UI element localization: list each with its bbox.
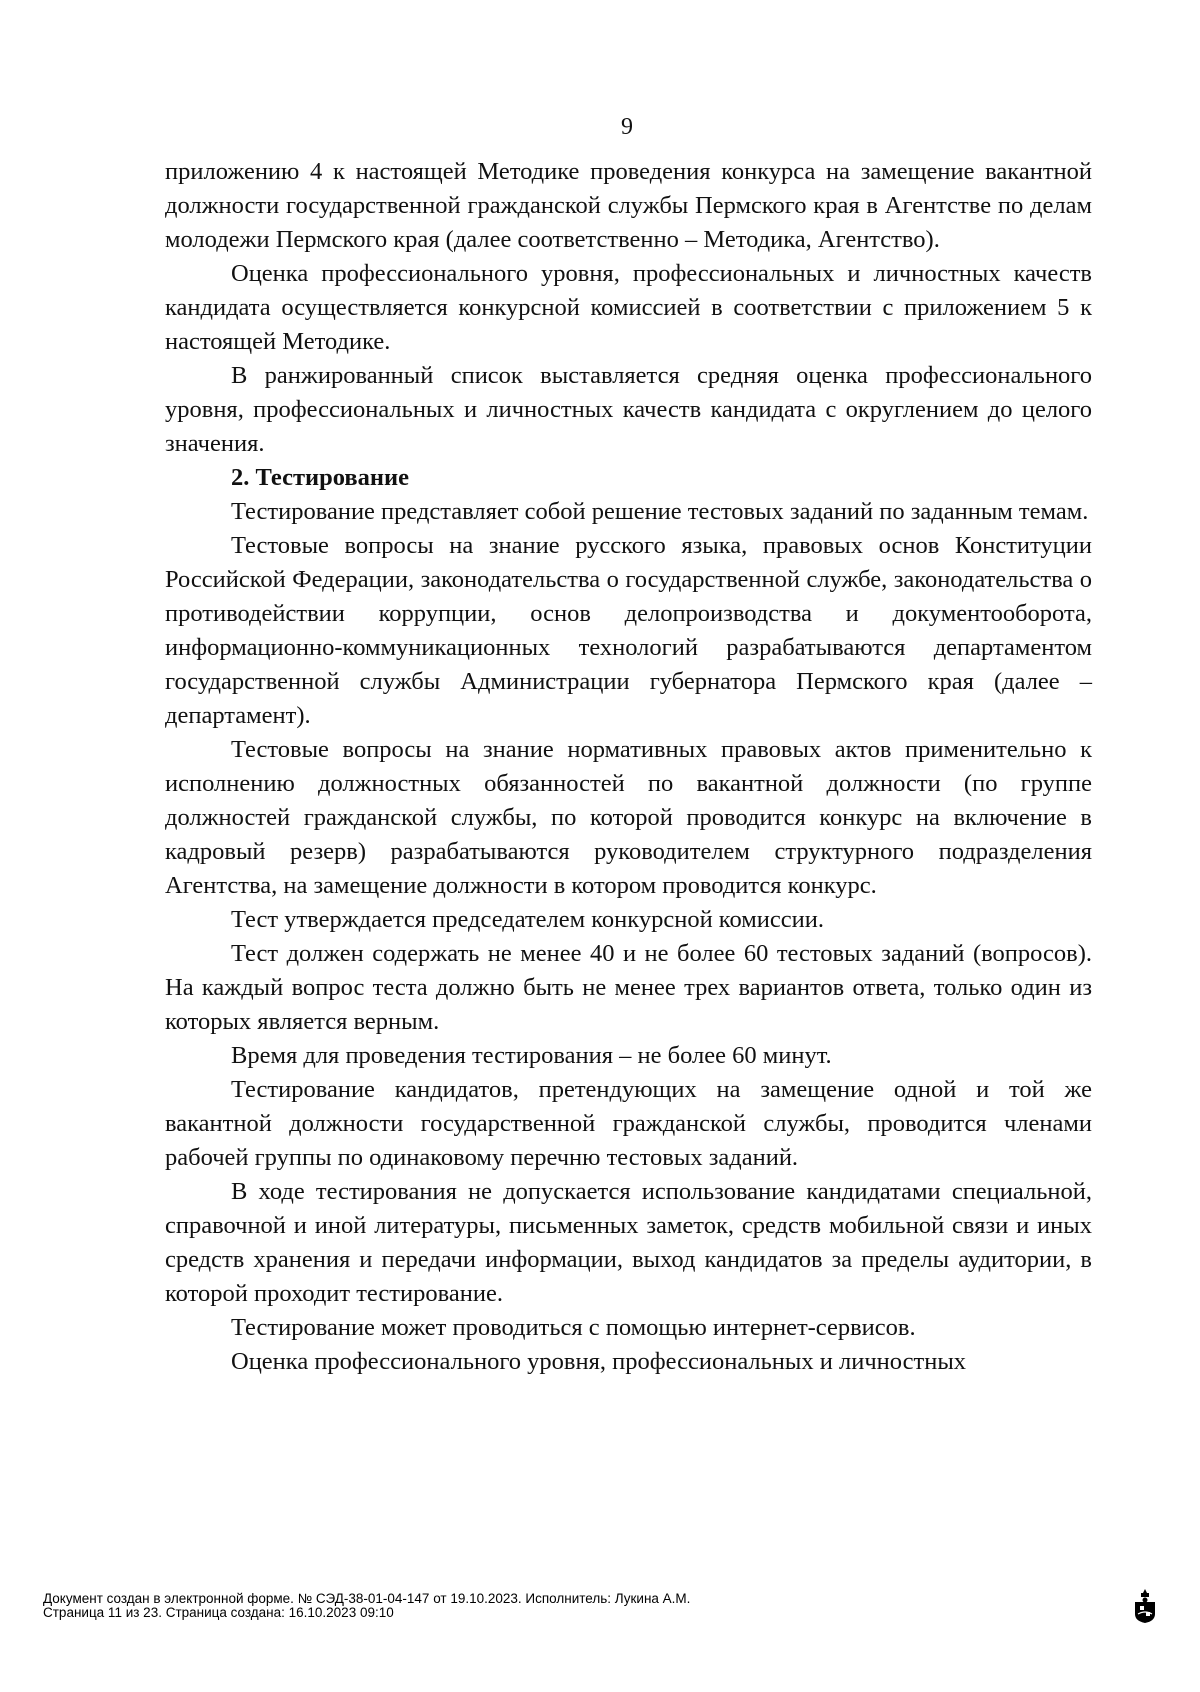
paragraph: Тест утверждается председателем конкурсной комиссии. — [231, 906, 824, 933]
paragraph: Тестирование может проводиться с помощью интернет-сервисов. — [231, 1314, 916, 1341]
paragraph: приложению 4 к настоящей Методике проведения конкурса на замещение вакантной должности государственной гражданской службы Пермского края в Агентстве по делам молодежи Пермского края (далее соответственно – Методика, Агентство). — [165, 158, 1092, 253]
footer-line: Документ создан в электронной форме. № СЭД-38-01-04-147 от 19.10.2023. Исполнитель: Лукина А.М. — [43, 1591, 691, 1606]
paragraph: Тестирование кандидатов, претендующих на замещение одной и той же вакантной должности государственной гражданской службы, проводится членами рабочей группы по одинаковому перечню тестовых заданий. — [165, 1076, 1092, 1171]
paragraph: Тестовые вопросы на знание нормативных правовых актов применительно к исполнению должностных обязанностей по вакантной должности (по группе должностей гражданской службы, по которой проводится конкурс на включение в кадровый резерв) разрабатываются руководителем структурного подразделения Агентства, на замещение должности в котором проводится конкурс. — [165, 736, 1092, 899]
document-footer — [43, 1592, 690, 1620]
perm-krai-emblem-icon — [1132, 1588, 1158, 1624]
paragraph: В ранжированный список выставляется средняя оценка профессионального уровня, профессиональных и личностных качеств кандидата с округлением до целого значения. — [165, 362, 1092, 457]
paragraph: Оценка профессионального уровня, профессиональных и личностных качеств кандидата осуществляется конкурсной комиссией в соответствии с приложением 5 к настоящей Методике. — [165, 260, 1092, 355]
paragraph: В ходе тестирования не допускается использование кандидатами специальной, справочной и иной литературы, письменных заметок, средств мобильной связи и иных средств хранения и передачи информации, выход кандидатов за пределы аудитории, в которой проходит тестирование. — [165, 1178, 1092, 1307]
paragraph: Тест должен содержать не менее 40 и не более 60 тестовых заданий (вопросов). На каждый вопрос теста должно быть не менее трех вариантов ответа, только один из которых является верным. — [165, 940, 1092, 1035]
paragraph: Тестирование представляет собой решение тестовых заданий по заданным темам. — [231, 498, 1089, 525]
document-body — [165, 155, 1092, 1379]
footer-line: Страница 11 из 23. Страница создана: 16.10.2023 09:10 — [43, 1605, 394, 1620]
paragraph: Оценка профессионального уровня, профессиональных и личностных — [231, 1348, 967, 1375]
paragraph: Тестовые вопросы на знание русского языка, правовых основ Конституции Российской Федерации, законодательства о государственной службе, законодательства о противодействии коррупции, основ делопроизводства и документооборота, информационно-коммуникационных технологий разрабатываются департаментом государственной службы Администрации губернатора Пермского края (далее – департамент). — [165, 532, 1092, 729]
section-heading: 2. Тестирование — [231, 464, 409, 491]
page-number: 9 — [621, 114, 633, 140]
paragraph: Время для проведения тестирования – не более 60 минут. — [231, 1042, 832, 1069]
